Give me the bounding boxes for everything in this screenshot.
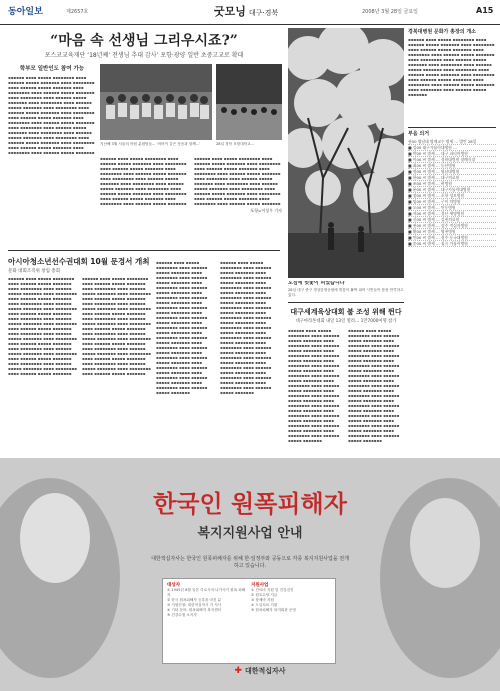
- article-text-block: ▪▪▪▪▪▪ ▪▪▪▪ ▪▪▪▪▪ ▪▪▪▪▪▪▪▪ ▪▪▪▪ ▪▪▪▪▪▪ ▪▪▪▪▪ ▪▪▪▪▪▪▪ ▪▪▪▪ ▪▪▪▪▪▪▪▪ ▪▪▪▪ ▪▪▪▪▪▪ ▪▪▪▪▪ ▪▪▪▪▪▪▪ ▪▪▪▪ ▪▪▪▪▪▪▪▪ ▪▪▪▪ ▪▪▪▪▪▪ ▪▪▪▪▪ ▪▪▪▪▪▪▪ ▪▪▪▪ ▪▪▪▪▪▪▪▪ ▪▪▪▪ ▪▪▪▪▪▪ ▪▪▪▪▪ ▪▪▪▪▪▪▪ ▪▪▪▪ ▪▪▪▪▪▪▪▪ ▪▪▪▪ ▪▪▪▪▪▪ ▪▪▪▪▪ ▪▪▪▪▪▪▪ ▪▪▪▪ ▪▪▪▪▪▪▪▪ ▪▪▪▪ ▪▪▪▪▪▪ ▪▪▪▪▪ ▪▪▪▪▪▪▪ ▪▪▪▪ ▪▪▪▪▪▪▪▪ ▪▪▪▪ ▪▪▪▪▪▪ ▪▪▪▪▪ ▪▪▪▪▪▪▪ ▪▪▪▪ ▪▪▪▪▪▪▪▪ ▪▪▪▪ ▪▪▪▪▪▪ ▪▪▪▪▪ ▪▪▪▪▪▪▪ ▪▪▪▪ ▪▪▪▪▪▪▪▪ ▪▪▪▪ ▪▪▪▪▪▪ ▪▪▪▪▪ ▪▪▪▪▪▪▪ ▪▪▪▪ ▪▪▪▪▪▪▪▪ ▪▪▪▪ ▪▪▪▪▪▪ ▪▪▪▪▪ ▪▪▪▪▪▪▪ ▪▪▪▪ ▪▪▪▪▪▪▪▪ ▪▪▪▪ ▪▪▪▪▪▪ ▪▪▪▪▪ ▪▪▪▪▪▪▪ ▪▪▪▪ ▪▪▪▪▪▪▪▪ ▪▪▪▪ ▪▪▪▪▪▪ ▪▪▪▪▪ ▪▪▪▪▪▪▪ ▪▪▪▪ ▪▪▪▪▪▪▪▪ ▪▪▪▪ ▪▪▪▪▪▪ ▪▪▪▪▪ ▪▪▪▪▪▪▪: [8, 75, 95, 155]
- publication-date: 2008년 3월 28일 금요일: [362, 9, 419, 15]
- list-item: ■ 서00 씨 별세 … 경산 세명병원: [408, 211, 496, 217]
- list-item: ■ 신00 씨 별세 … 김천의료원: [408, 217, 496, 223]
- cherry-photo-caption-sub: 28일 대구 중구 경상감영공원에 벚꽃이 활짝 피어 시민들이 봄을 만끽하고 있다.: [288, 288, 404, 297]
- article-text-block: ▪▪▪▪▪▪ ▪▪▪▪ ▪▪▪▪▪ ▪▪▪▪▪▪▪▪ ▪▪▪▪ ▪▪▪▪▪▪ ▪▪▪▪▪ ▪▪▪▪▪▪▪ ▪▪▪▪ ▪▪▪▪▪▪▪▪ ▪▪▪▪ ▪▪▪▪▪▪ ▪▪▪▪▪ ▪▪▪▪▪▪▪ ▪▪▪▪ ▪▪▪▪▪▪▪▪ ▪▪▪▪ ▪▪▪▪▪▪ ▪▪▪▪▪ ▪▪▪▪▪▪▪ ▪▪▪▪ ▪▪▪▪▪▪▪▪ ▪▪▪▪ ▪▪▪▪▪▪ ▪▪▪▪▪ ▪▪▪▪▪▪▪ ▪▪▪▪ ▪▪▪▪▪▪▪▪ ▪▪▪▪ ▪▪▪▪▪▪ ▪▪▪▪▪ ▪▪▪▪▪▪▪ ▪▪▪▪ ▪▪▪▪▪▪▪▪ ▪▪▪▪ ▪▪▪▪▪▪ ▪▪▪▪▪ ▪▪▪▪▪▪▪ ▪▪▪▪ ▪▪▪▪▪▪▪▪ ▪▪▪▪ ▪▪▪▪▪▪ ▪▪▪▪▪ ▪▪▪▪▪▪▪ ▪▪▪▪ ▪▪▪▪▪▪▪▪ ▪▪▪▪ ▪▪▪▪▪▪ ▪▪▪▪▪ ▪▪▪▪▪▪▪ ▪▪▪▪ ▪▪▪▪▪▪▪▪ ▪▪▪▪ ▪▪▪▪▪▪ ▪▪▪▪▪ ▪▪▪▪▪▪▪ ▪▪▪▪ ▪▪▪▪▪▪▪▪ ▪▪▪▪ ▪▪▪▪▪▪ ▪▪▪▪▪ ▪▪▪▪▪▪▪ ▪▪▪▪ ▪▪▪▪▪▪▪▪ ▪▪▪▪ ▪▪▪▪▪▪ ▪▪▪▪▪ ▪▪▪▪▪▪▪ ▪▪▪▪ ▪▪▪▪▪▪▪▪ ▪▪▪▪ ▪▪▪▪▪▪ ▪▪▪▪▪ ▪▪▪▪▪▪▪ ▪▪▪▪ ▪▪▪▪▪▪▪▪ ▪▪▪▪ ▪▪▪▪▪▪ ▪▪▪▪▪ ▪▪▪▪▪▪▪: [220, 260, 272, 395]
- ad-col1: [167, 582, 247, 618]
- main-article-col1: [8, 64, 96, 255]
- cherry-blossom-photo: [288, 28, 404, 278]
- main-subhead: 포스코교육재단 ‘18년째’ 전생님 추대 감사’ 포항·광양 일반 초중고교로 확대: [44, 52, 244, 59]
- students-photo-caption: 지난해 3월 서울의 아원 분원팀들... ‘어버이 같은 웃음과 함께...’: [100, 142, 201, 146]
- ad-col2: [251, 582, 331, 613]
- sidebar-obituary-title: 부음 의거: [408, 127, 496, 137]
- sub-article-right-headline: 대구세계육상대회 붐 조성 위해 뛴다: [290, 308, 402, 316]
- page-number: A15: [476, 6, 494, 15]
- main-byline: 포항=이성우 기자: [250, 208, 282, 213]
- list-item: ④ 기타 문의: 원폭피해자 복지센터: [167, 608, 222, 612]
- article-text-block: ▪▪▪▪▪▪ ▪▪▪▪ ▪▪▪▪▪ ▪▪▪▪▪▪▪▪ ▪▪▪▪ ▪▪▪▪▪▪ ▪▪▪▪▪ ▪▪▪▪▪▪▪ ▪▪▪▪ ▪▪▪▪▪▪▪▪ ▪▪▪▪ ▪▪▪▪▪▪ ▪▪▪▪▪ ▪▪▪▪▪▪▪ ▪▪▪▪ ▪▪▪▪▪▪▪▪ ▪▪▪▪ ▪▪▪▪▪▪ ▪▪▪▪▪ ▪▪▪▪▪▪▪ ▪▪▪▪ ▪▪▪▪▪▪▪▪ ▪▪▪▪ ▪▪▪▪▪▪ ▪▪▪▪▪ ▪▪▪▪▪▪▪ ▪▪▪▪ ▪▪▪▪▪▪▪▪ ▪▪▪▪ ▪▪▪▪▪▪ ▪▪▪▪▪ ▪▪▪▪▪▪▪ ▪▪▪▪ ▪▪▪▪▪▪▪▪ ▪▪▪▪ ▪▪▪▪▪▪ ▪▪▪▪▪ ▪▪▪▪▪▪▪ ▪▪▪▪ ▪▪▪▪▪▪▪▪ ▪▪▪▪ ▪▪▪▪▪▪ ▪▪▪▪▪ ▪▪▪▪▪▪▪ ▪▪▪▪ ▪▪▪▪▪▪▪▪ ▪▪▪▪ ▪▪▪▪▪▪ ▪▪▪▪▪ ▪▪▪▪▪▪▪ ▪▪▪▪ ▪▪▪▪▪▪▪▪ ▪▪▪▪ ▪▪▪▪▪▪ ▪▪▪▪▪ ▪▪▪▪▪▪▪ ▪▪▪▪ ▪▪▪▪▪▪▪▪ ▪▪▪▪ ▪▪▪▪▪▪ ▪▪▪▪▪ ▪▪▪▪▪▪▪ ▪▪▪▪ ▪▪▪▪▪▪▪▪ ▪▪▪▪ ▪▪▪▪▪▪ ▪▪▪▪▪ ▪▪▪▪▪▪▪ ▪▪▪▪ ▪▪▪▪▪▪▪▪ ▪▪▪▪ ▪▪▪▪▪▪ ▪▪▪▪▪ ▪▪▪▪▪▪▪ ▪▪▪▪ ▪▪▪▪▪▪▪▪ ▪▪▪▪ ▪▪▪▪▪▪ ▪▪▪▪▪ ▪▪▪▪▪▪▪: [156, 260, 208, 395]
- ad-col2-heading: 지원사업: [251, 583, 269, 588]
- divider: [8, 250, 280, 251]
- cherry-blossom-art: [288, 28, 404, 278]
- issue-number: 제2657호: [66, 9, 89, 15]
- list-item: ■ 권00 씨 별세 … 상주 적십자병원: [408, 223, 496, 229]
- ad-organization: ✚ 대한적십자사: [234, 666, 286, 676]
- list-item: ⑤ 건강수첩 소지자: [167, 613, 197, 617]
- divider: [288, 302, 404, 303]
- sidebar-notice-text: ▪▪▪▪▪▪ ▪▪▪▪ ▪▪▪▪▪ ▪▪▪▪▪▪▪▪ ▪▪▪▪ ▪▪▪▪▪▪ ▪▪▪▪▪ ▪▪▪▪▪▪▪ ▪▪▪▪ ▪▪▪▪▪▪▪▪ ▪▪▪▪ ▪▪▪▪▪▪ ▪▪▪▪▪ ▪▪▪▪▪▪▪ ▪▪▪▪ ▪▪▪▪▪▪▪▪ ▪▪▪▪ ▪▪▪▪▪▪ ▪▪▪▪▪ ▪▪▪▪▪▪▪ ▪▪▪▪ ▪▪▪▪▪▪▪▪ ▪▪▪▪ ▪▪▪▪▪▪ ▪▪▪▪▪ ▪▪▪▪▪▪▪ ▪▪▪▪ ▪▪▪▪▪▪▪▪ ▪▪▪▪ ▪▪▪▪▪▪ ▪▪▪▪▪ ▪▪▪▪▪▪▪ ▪▪▪▪ ▪▪▪▪▪▪▪▪ ▪▪▪▪ ▪▪▪▪▪▪ ▪▪▪▪▪ ▪▪▪▪▪▪▪ ▪▪▪▪ ▪▪▪▪▪▪▪▪ ▪▪▪▪ ▪▪▪▪▪▪ ▪▪▪▪▪ ▪▪▪▪▪▪▪ ▪▪▪▪ ▪▪▪▪▪▪▪▪ ▪▪▪▪ ▪▪▪▪▪▪ ▪▪▪▪▪ ▪▪▪▪▪▪▪ ▪▪▪▪ ▪▪▪▪▪▪▪▪ ▪▪▪▪ ▪▪▪▪▪▪ ▪▪▪▪▪ ▪▪▪▪▪▪▪: [408, 37, 495, 97]
- list-item: ■ 임00 씨 별세 … 구미 차병원: [408, 199, 496, 205]
- list-item: ■ 이00 씨 별세 … 경북대병원 장례식장: [408, 157, 496, 163]
- list-item: ■ 윤00 씨 별세 … 대구가톨릭대병원: [408, 187, 496, 193]
- list-item: ■ 장00 씨 별세 … 포항 성모병원: [408, 193, 496, 199]
- ad-intro: 대한적십자사는 한국인 원폭피해자를 위해 한·일정부와 공동으로 각종 복지지원사업을 전개하고 있습니다.: [151, 556, 349, 569]
- sidebar-list: [408, 139, 496, 247]
- list-item: ■ 송00 씨 별세 … 칠곡 가톨릭병원: [408, 241, 496, 247]
- article-text-block: ▪▪▪▪▪▪ ▪▪▪▪ ▪▪▪▪▪ ▪▪▪▪▪▪▪▪ ▪▪▪▪ ▪▪▪▪▪▪ ▪▪▪▪▪ ▪▪▪▪▪▪▪ ▪▪▪▪ ▪▪▪▪▪▪▪▪ ▪▪▪▪ ▪▪▪▪▪▪ ▪▪▪▪▪ ▪▪▪▪▪▪▪ ▪▪▪▪ ▪▪▪▪▪▪▪▪ ▪▪▪▪ ▪▪▪▪▪▪ ▪▪▪▪▪ ▪▪▪▪▪▪▪ ▪▪▪▪ ▪▪▪▪▪▪▪▪ ▪▪▪▪ ▪▪▪▪▪▪ ▪▪▪▪▪ ▪▪▪▪▪▪▪ ▪▪▪▪ ▪▪▪▪▪▪▪▪ ▪▪▪▪ ▪▪▪▪▪▪ ▪▪▪▪▪ ▪▪▪▪▪▪▪ ▪▪▪▪ ▪▪▪▪▪▪▪▪ ▪▪▪▪ ▪▪▪▪▪▪ ▪▪▪▪▪ ▪▪▪▪▪▪▪ ▪▪▪▪ ▪▪▪▪▪▪▪▪ ▪▪▪▪ ▪▪▪▪▪▪ ▪▪▪▪▪ ▪▪▪▪▪▪▪ ▪▪▪▪ ▪▪▪▪▪▪▪▪ ▪▪▪▪ ▪▪▪▪▪▪ ▪▪▪▪▪ ▪▪▪▪▪▪▪ ▪▪▪▪ ▪▪▪▪▪▪▪▪ ▪▪▪▪ ▪▪▪▪▪▪ ▪▪▪▪▪ ▪▪▪▪▪▪▪ ▪▪▪▪ ▪▪▪▪▪▪▪▪ ▪▪▪▪ ▪▪▪▪▪▪ ▪▪▪▪▪ ▪▪▪▪▪▪▪ ▪▪▪▪ ▪▪▪▪▪▪▪▪ ▪▪▪▪ ▪▪▪▪▪▪ ▪▪▪▪▪ ▪▪▪▪▪▪▪: [288, 328, 340, 443]
- list-item: 권00 영남대 명예교수 별세 … 발인 28일: [408, 139, 496, 145]
- list-item: ■ 최00 씨 별세 … 동산병원: [408, 163, 496, 169]
- main-col-subtitle: 학부모 일반인도 참여 가능: [19, 66, 85, 72]
- students-photo: [100, 64, 212, 140]
- article-text-block: ▪▪▪▪▪▪ ▪▪▪▪ ▪▪▪▪▪ ▪▪▪▪▪▪▪▪ ▪▪▪▪ ▪▪▪▪▪▪ ▪▪▪▪▪ ▪▪▪▪▪▪▪ ▪▪▪▪ ▪▪▪▪▪▪▪▪ ▪▪▪▪ ▪▪▪▪▪▪ ▪▪▪▪▪ ▪▪▪▪▪▪▪ ▪▪▪▪ ▪▪▪▪▪▪▪▪ ▪▪▪▪ ▪▪▪▪▪▪ ▪▪▪▪▪ ▪▪▪▪▪▪▪ ▪▪▪▪ ▪▪▪▪▪▪▪▪ ▪▪▪▪ ▪▪▪▪▪▪ ▪▪▪▪▪ ▪▪▪▪▪▪▪ ▪▪▪▪ ▪▪▪▪▪▪▪▪ ▪▪▪▪ ▪▪▪▪▪▪ ▪▪▪▪▪ ▪▪▪▪▪▪▪ ▪▪▪▪ ▪▪▪▪▪▪▪▪ ▪▪▪▪ ▪▪▪▪▪▪ ▪▪▪▪▪ ▪▪▪▪▪▪▪ ▪▪▪▪ ▪▪▪▪▪▪▪▪ ▪▪▪▪ ▪▪▪▪▪▪ ▪▪▪▪▪ ▪▪▪▪▪▪▪ ▪▪▪▪ ▪▪▪▪▪▪▪▪ ▪▪▪▪ ▪▪▪▪▪▪ ▪▪▪▪▪ ▪▪▪▪▪▪▪ ▪▪▪▪ ▪▪▪▪▪▪▪▪ ▪▪▪▪ ▪▪▪▪▪▪ ▪▪▪▪▪ ▪▪▪▪▪▪▪ ▪▪▪▪ ▪▪▪▪▪▪▪▪ ▪▪▪▪ ▪▪▪▪▪▪ ▪▪▪▪▪ ▪▪▪▪▪▪▪ ▪▪▪▪ ▪▪▪▪▪▪▪▪ ▪▪▪▪ ▪▪▪▪▪▪ ▪▪▪▪▪ ▪▪▪▪▪▪▪ ▪▪▪▪ ▪▪▪▪▪▪▪▪ ▪▪▪▪ ▪▪▪▪▪▪ ▪▪▪▪▪ ▪▪▪▪▪▪▪ ▪▪▪▪ ▪▪▪▪▪▪▪▪ ▪▪▪▪ ▪▪▪▪▪▪ ▪▪▪▪▪ ▪▪▪▪▪▪▪: [8, 276, 77, 376]
- hall-photo: [216, 64, 282, 140]
- article-text-block: ▪▪▪▪▪▪ ▪▪▪▪ ▪▪▪▪▪ ▪▪▪▪▪▪▪▪ ▪▪▪▪ ▪▪▪▪▪▪ ▪▪▪▪▪ ▪▪▪▪▪▪▪ ▪▪▪▪ ▪▪▪▪▪▪▪▪ ▪▪▪▪ ▪▪▪▪▪▪ ▪▪▪▪▪ ▪▪▪▪▪▪▪ ▪▪▪▪ ▪▪▪▪▪▪▪▪ ▪▪▪▪ ▪▪▪▪▪▪ ▪▪▪▪▪ ▪▪▪▪▪▪▪ ▪▪▪▪ ▪▪▪▪▪▪▪▪ ▪▪▪▪ ▪▪▪▪▪▪ ▪▪▪▪▪ ▪▪▪▪▪▪▪ ▪▪▪▪ ▪▪▪▪▪▪▪▪ ▪▪▪▪ ▪▪▪▪▪▪ ▪▪▪▪▪ ▪▪▪▪▪▪▪ ▪▪▪▪ ▪▪▪▪▪▪▪▪ ▪▪▪▪ ▪▪▪▪▪▪ ▪▪▪▪▪ ▪▪▪▪▪▪▪ ▪▪▪▪ ▪▪▪▪▪▪▪▪ ▪▪▪▪ ▪▪▪▪▪▪ ▪▪▪▪▪ ▪▪▪▪▪▪▪ ▪▪▪▪ ▪▪▪▪▪▪▪▪ ▪▪▪▪ ▪▪▪▪▪▪ ▪▪▪▪▪ ▪▪▪▪▪▪▪ 포항=이성우 기자: [194, 156, 282, 213]
- list-item: ■ 박00 씨 별세 … 대구 파티마병원: [408, 151, 496, 157]
- main-headline: “마음 속 선생님 그리우시죠?”: [50, 33, 238, 49]
- list-item: ■ 조00 씨 별세 … 곽병원: [408, 181, 496, 187]
- ad-info-box: [162, 578, 336, 664]
- list-item: ■ 정00 씨 별세 … 영남대병원: [408, 169, 496, 175]
- list-item: ■ 황00 씨 별세 … 영천병원: [408, 229, 496, 235]
- list-item: ④ 도일치료 지원: [251, 603, 278, 607]
- list-item: ⑤ 원폭피해자 복지회관 운영: [251, 608, 296, 612]
- hall-photo-art: [216, 64, 282, 140]
- list-item: ■ 한00 씨 별세 … 대구의료원: [408, 175, 496, 181]
- list-item: ③ 지원신청: 대한적십자사 각 지사: [167, 603, 222, 607]
- red-cross-icon: ✚: [234, 666, 242, 676]
- ad-subtitle: 복지지원사업 안내: [197, 526, 303, 541]
- sub-article-left-headline: 아시아청소년선수권대회 10월 문경서 개최: [8, 257, 150, 266]
- sub-article-right-subhead: 대구마라톤대회 내달 13일 열려… 1만7000여명 참가: [295, 319, 397, 324]
- ad-title: 한국인 원폭피해자: [153, 490, 347, 518]
- list-item: ■ 오00 씨 별세 … 안동병원: [408, 205, 496, 211]
- masthead: [0, 0, 500, 25]
- list-item: ■ 안00 씨 별세 … 경주 동국대병원: [408, 235, 496, 241]
- sidebar-notice-title: 경북대병원 문화가 총장의 개소: [408, 29, 477, 35]
- section-title: 굿모닝 대구·경북: [214, 5, 279, 18]
- students-photo-art: [100, 64, 212, 140]
- list-item: ① 1945년 8월 일본 히로시마·나가사키 원폭 피해자: [167, 588, 246, 597]
- ad-col1-heading: 대상자: [167, 583, 181, 588]
- article-text-block: ▪▪▪▪▪▪ ▪▪▪▪ ▪▪▪▪▪ ▪▪▪▪▪▪▪▪ ▪▪▪▪ ▪▪▪▪▪▪ ▪▪▪▪▪ ▪▪▪▪▪▪▪ ▪▪▪▪ ▪▪▪▪▪▪▪▪ ▪▪▪▪ ▪▪▪▪▪▪ ▪▪▪▪▪ ▪▪▪▪▪▪▪ ▪▪▪▪ ▪▪▪▪▪▪▪▪ ▪▪▪▪ ▪▪▪▪▪▪ ▪▪▪▪▪ ▪▪▪▪▪▪▪ ▪▪▪▪ ▪▪▪▪▪▪▪▪ ▪▪▪▪ ▪▪▪▪▪▪ ▪▪▪▪▪ ▪▪▪▪▪▪▪ ▪▪▪▪ ▪▪▪▪▪▪▪▪ ▪▪▪▪ ▪▪▪▪▪▪ ▪▪▪▪▪ ▪▪▪▪▪▪▪ ▪▪▪▪ ▪▪▪▪▪▪▪▪ ▪▪▪▪ ▪▪▪▪▪▪ ▪▪▪▪▪ ▪▪▪▪▪▪▪ ▪▪▪▪ ▪▪▪▪▪▪▪▪ ▪▪▪▪ ▪▪▪▪▪▪ ▪▪▪▪▪ ▪▪▪▪▪▪▪ ▪▪▪▪ ▪▪▪▪▪▪▪▪ ▪▪▪▪ ▪▪▪▪▪▪ ▪▪▪▪▪ ▪▪▪▪▪▪▪: [100, 156, 187, 206]
- list-item: ③ 장제비 지원: [251, 598, 274, 602]
- list-item: ② 원호수당 지급: [251, 593, 278, 597]
- hall-photo-caption: 28일 경북 포항대학교...: [216, 142, 255, 146]
- sub-article-left-subhead: 문화 대회조직위 창립 총회: [8, 269, 61, 274]
- newspaper-logo: 동아일보: [8, 7, 43, 17]
- list-item: ② 한국 원폭피해자 등록을 마친 분: [167, 598, 222, 602]
- list-item: ① 진료비 지원 및 건강검진: [251, 588, 294, 592]
- article-text-block: ▪▪▪▪▪▪ ▪▪▪▪ ▪▪▪▪▪ ▪▪▪▪▪▪▪▪ ▪▪▪▪ ▪▪▪▪▪▪ ▪▪▪▪▪ ▪▪▪▪▪▪▪ ▪▪▪▪ ▪▪▪▪▪▪▪▪ ▪▪▪▪ ▪▪▪▪▪▪ ▪▪▪▪▪ ▪▪▪▪▪▪▪ ▪▪▪▪ ▪▪▪▪▪▪▪▪ ▪▪▪▪ ▪▪▪▪▪▪ ▪▪▪▪▪ ▪▪▪▪▪▪▪ ▪▪▪▪ ▪▪▪▪▪▪▪▪ ▪▪▪▪ ▪▪▪▪▪▪ ▪▪▪▪▪ ▪▪▪▪▪▪▪ ▪▪▪▪ ▪▪▪▪▪▪▪▪ ▪▪▪▪ ▪▪▪▪▪▪ ▪▪▪▪▪ ▪▪▪▪▪▪▪ ▪▪▪▪ ▪▪▪▪▪▪▪▪ ▪▪▪▪ ▪▪▪▪▪▪ ▪▪▪▪▪ ▪▪▪▪▪▪▪ ▪▪▪▪ ▪▪▪▪▪▪▪▪ ▪▪▪▪ ▪▪▪▪▪▪ ▪▪▪▪▪ ▪▪▪▪▪▪▪ ▪▪▪▪ ▪▪▪▪▪▪▪▪ ▪▪▪▪ ▪▪▪▪▪▪ ▪▪▪▪▪ ▪▪▪▪▪▪▪ ▪▪▪▪ ▪▪▪▪▪▪▪▪ ▪▪▪▪ ▪▪▪▪▪▪ ▪▪▪▪▪ ▪▪▪▪▪▪▪ ▪▪▪▪ ▪▪▪▪▪▪▪▪ ▪▪▪▪ ▪▪▪▪▪▪ ▪▪▪▪▪ ▪▪▪▪▪▪▪ ▪▪▪▪ ▪▪▪▪▪▪▪▪ ▪▪▪▪ ▪▪▪▪▪▪ ▪▪▪▪▪ ▪▪▪▪▪▪▪ ▪▪▪▪ ▪▪▪▪▪▪▪▪ ▪▪▪▪ ▪▪▪▪▪▪ ▪▪▪▪▪ ▪▪▪▪▪▪▪ ▪▪▪▪ ▪▪▪▪▪▪▪▪ ▪▪▪▪ ▪▪▪▪▪▪ ▪▪▪▪▪ ▪▪▪▪▪▪▪: [82, 276, 151, 376]
- list-item: ■ 김00 대구가톨릭대병원 …: [408, 145, 496, 151]
- article-text-block: ▪▪▪▪▪▪ ▪▪▪▪ ▪▪▪▪▪ ▪▪▪▪▪▪▪▪ ▪▪▪▪ ▪▪▪▪▪▪ ▪▪▪▪▪ ▪▪▪▪▪▪▪ ▪▪▪▪ ▪▪▪▪▪▪▪▪ ▪▪▪▪ ▪▪▪▪▪▪ ▪▪▪▪▪ ▪▪▪▪▪▪▪ ▪▪▪▪ ▪▪▪▪▪▪▪▪ ▪▪▪▪ ▪▪▪▪▪▪ ▪▪▪▪▪ ▪▪▪▪▪▪▪ ▪▪▪▪ ▪▪▪▪▪▪▪▪ ▪▪▪▪ ▪▪▪▪▪▪ ▪▪▪▪▪ ▪▪▪▪▪▪▪ ▪▪▪▪ ▪▪▪▪▪▪▪▪ ▪▪▪▪ ▪▪▪▪▪▪ ▪▪▪▪▪ ▪▪▪▪▪▪▪ ▪▪▪▪ ▪▪▪▪▪▪▪▪ ▪▪▪▪ ▪▪▪▪▪▪ ▪▪▪▪▪ ▪▪▪▪▪▪▪ ▪▪▪▪ ▪▪▪▪▪▪▪▪ ▪▪▪▪ ▪▪▪▪▪▪ ▪▪▪▪▪ ▪▪▪▪▪▪▪ ▪▪▪▪ ▪▪▪▪▪▪▪▪ ▪▪▪▪ ▪▪▪▪▪▪ ▪▪▪▪▪ ▪▪▪▪▪▪▪ ▪▪▪▪ ▪▪▪▪▪▪▪▪ ▪▪▪▪ ▪▪▪▪▪▪ ▪▪▪▪▪ ▪▪▪▪▪▪▪ ▪▪▪▪ ▪▪▪▪▪▪▪▪ ▪▪▪▪ ▪▪▪▪▪▪ ▪▪▪▪▪ ▪▪▪▪▪▪▪ ▪▪▪▪ ▪▪▪▪▪▪▪▪ ▪▪▪▪ ▪▪▪▪▪▪ ▪▪▪▪▪ ▪▪▪▪▪▪▪: [348, 328, 400, 443]
- cherry-photo-caption: 도심에 벚꽃이 피었습니다: [288, 281, 345, 286]
- advertisement: [0, 458, 500, 691]
